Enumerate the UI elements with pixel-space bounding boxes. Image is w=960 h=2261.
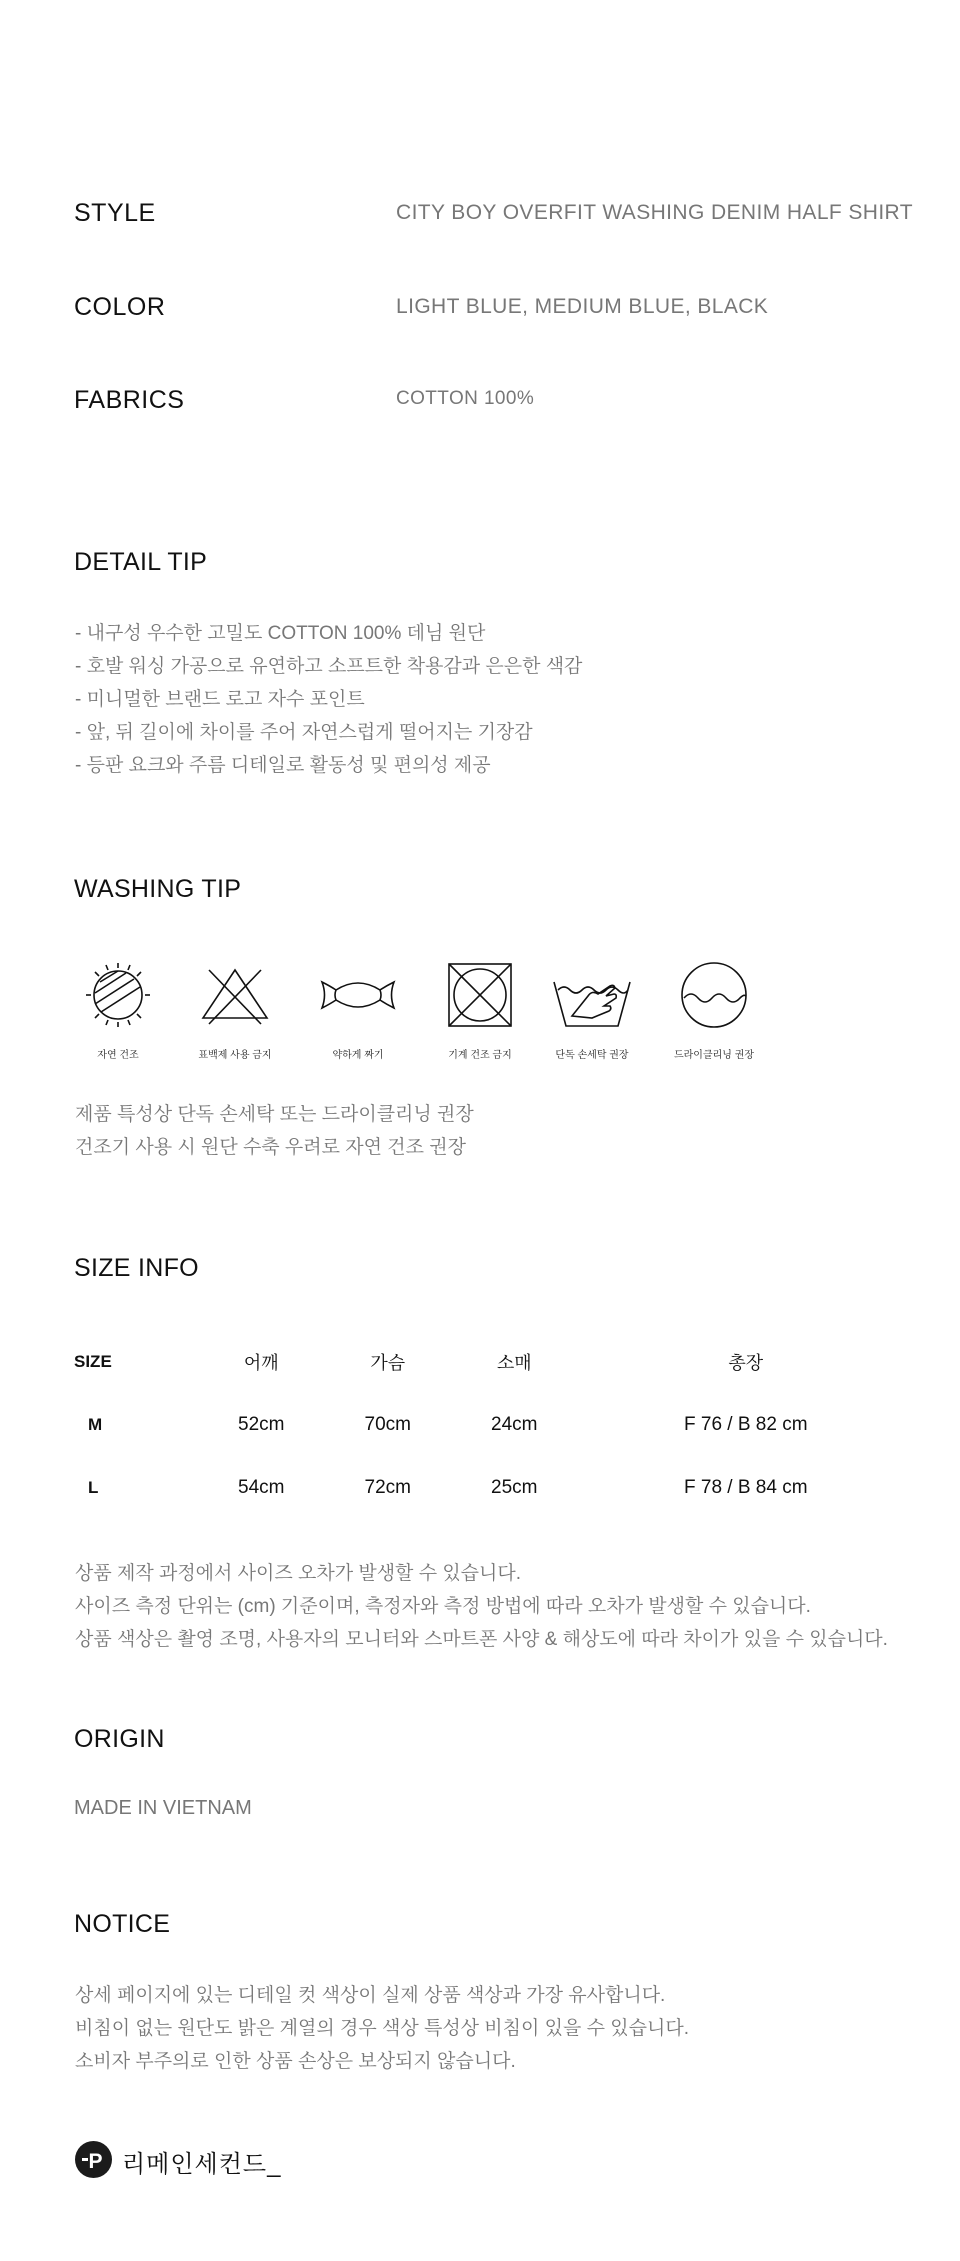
- sun-dry-icon: [78, 960, 158, 1030]
- brand-name: 리메인세컨드_: [122, 2151, 282, 2178]
- list-item: 상세 페이지에 있는 디테일 컷 색상이 실제 상품 색상과 가장 유사합니다.: [75, 1985, 666, 2006]
- table-cell: F 76 / B 82 cm: [684, 1413, 808, 1435]
- notice-title: NOTICE: [74, 1910, 171, 1938]
- list-item: 제품 특성상 단독 손세탁 또는 드라이클리닝 권장: [75, 1104, 474, 1125]
- table-row: [74, 1456, 914, 1519]
- table-cell: 25cm: [491, 1476, 538, 1498]
- no-bleach-icon: [195, 960, 275, 1030]
- style-value: CITY BOY OVERFIT WASHING DENIM HALF SHIRT: [396, 201, 913, 224]
- sleeve-column-header: 소매: [496, 1352, 532, 1373]
- wash-label: 드라이클리닝 권장: [673, 1050, 755, 1061]
- list-item: - 등판 요크와 주름 디테일로 활동성 및 편의성 제공: [75, 755, 491, 776]
- fabrics-label: FABRICS: [74, 386, 185, 414]
- table-cell: 54cm: [238, 1476, 285, 1498]
- list-item: 건조기 사용 시 원단 수축 우려로 자연 건조 권장: [75, 1137, 466, 1158]
- size-column-header: SIZE: [74, 1351, 112, 1371]
- list-item: 상품 제작 과정에서 사이즈 오차가 발생할 수 있습니다.: [75, 1563, 522, 1584]
- table-cell: 52cm: [238, 1413, 285, 1435]
- notice-list: [75, 1979, 689, 2078]
- wash-label: 기계 건조 금지: [448, 1050, 512, 1061]
- size-cell: L: [88, 1477, 99, 1497]
- origin-title: ORIGIN: [74, 1725, 165, 1753]
- color-label: COLOR: [74, 293, 166, 321]
- chest-column-header: 가슴: [370, 1352, 406, 1373]
- detail-tip-list: [75, 617, 582, 782]
- gentle-wring-icon: [318, 960, 398, 1030]
- list-item: - 미니멀한 브랜드 로고 자수 포인트: [75, 689, 365, 710]
- wash-label: 단독 손세탁 권장: [555, 1050, 629, 1061]
- wash-label: 자연 건조: [97, 1050, 139, 1061]
- style-label: STYLE: [74, 199, 156, 227]
- list-item: 비침이 없는 원단도 밝은 계열의 경우 색상 특성상 비침이 있을 수 있습니다.: [75, 2018, 689, 2039]
- size-cell: M: [88, 1414, 103, 1434]
- washing-tip-title: WASHING TIP: [74, 875, 242, 903]
- size-notes: [75, 1557, 888, 1656]
- wash-label: 약하게 짜기: [332, 1050, 384, 1061]
- table-row: [74, 1393, 914, 1456]
- size-info-title: SIZE INFO: [74, 1254, 199, 1282]
- detail-tip-title: DETAIL TIP: [74, 548, 208, 576]
- table-cell: 24cm: [491, 1413, 538, 1435]
- table-header-row: [74, 1330, 914, 1393]
- brand-logo-mark-icon: [75, 2141, 112, 2178]
- washing-notes: [75, 1098, 474, 1164]
- no-tumble-dry-icon: [440, 960, 520, 1030]
- list-item: 상품 색상은 촬영 조명, 사용자의 모니터와 스마트폰 사양 & 해상도에 따라 차이가 있을 수 있습니다.: [75, 1629, 888, 1650]
- list-item: 소비자 부주의로 인한 상품 손상은 보상되지 않습니다.: [75, 2051, 516, 2072]
- fabrics-value: COTTON 100%: [396, 388, 535, 409]
- list-item: 사이즈 측정 단위는 (cm) 기준이며, 측정자와 측정 방법에 따라 오차가 발생할 수 있습니다.: [75, 1596, 811, 1617]
- table-cell: F 78 / B 84 cm: [684, 1476, 808, 1498]
- table-cell: 72cm: [364, 1476, 411, 1498]
- brand-logo-letter: P: [88, 2150, 103, 2173]
- color-value: LIGHT BLUE, MEDIUM BLUE, BLACK: [396, 295, 769, 318]
- list-item: - 앞, 뒤 길이에 차이를 주어 자연스럽게 떨어지는 기장감: [75, 722, 533, 743]
- wash-label: 표백제 사용 금지: [198, 1050, 272, 1061]
- size-table: [74, 1330, 914, 1519]
- shoulder-column-header: 어깨: [243, 1352, 279, 1373]
- list-item: - 호발 워싱 가공으로 유연하고 소프트한 착용감과 은은한 색감: [75, 656, 583, 677]
- list-item: - 내구성 우수한 고밀도 COTTON 100% 데님 원단: [75, 623, 486, 644]
- table-cell: 70cm: [364, 1413, 411, 1435]
- dry-clean-icon: [674, 960, 754, 1030]
- brand-logo-icon: [75, 2141, 112, 2178]
- origin-value: MADE IN VIETNAM: [74, 1797, 252, 1819]
- hand-wash-icon: [552, 960, 632, 1030]
- length-column-header: 총장: [728, 1352, 764, 1373]
